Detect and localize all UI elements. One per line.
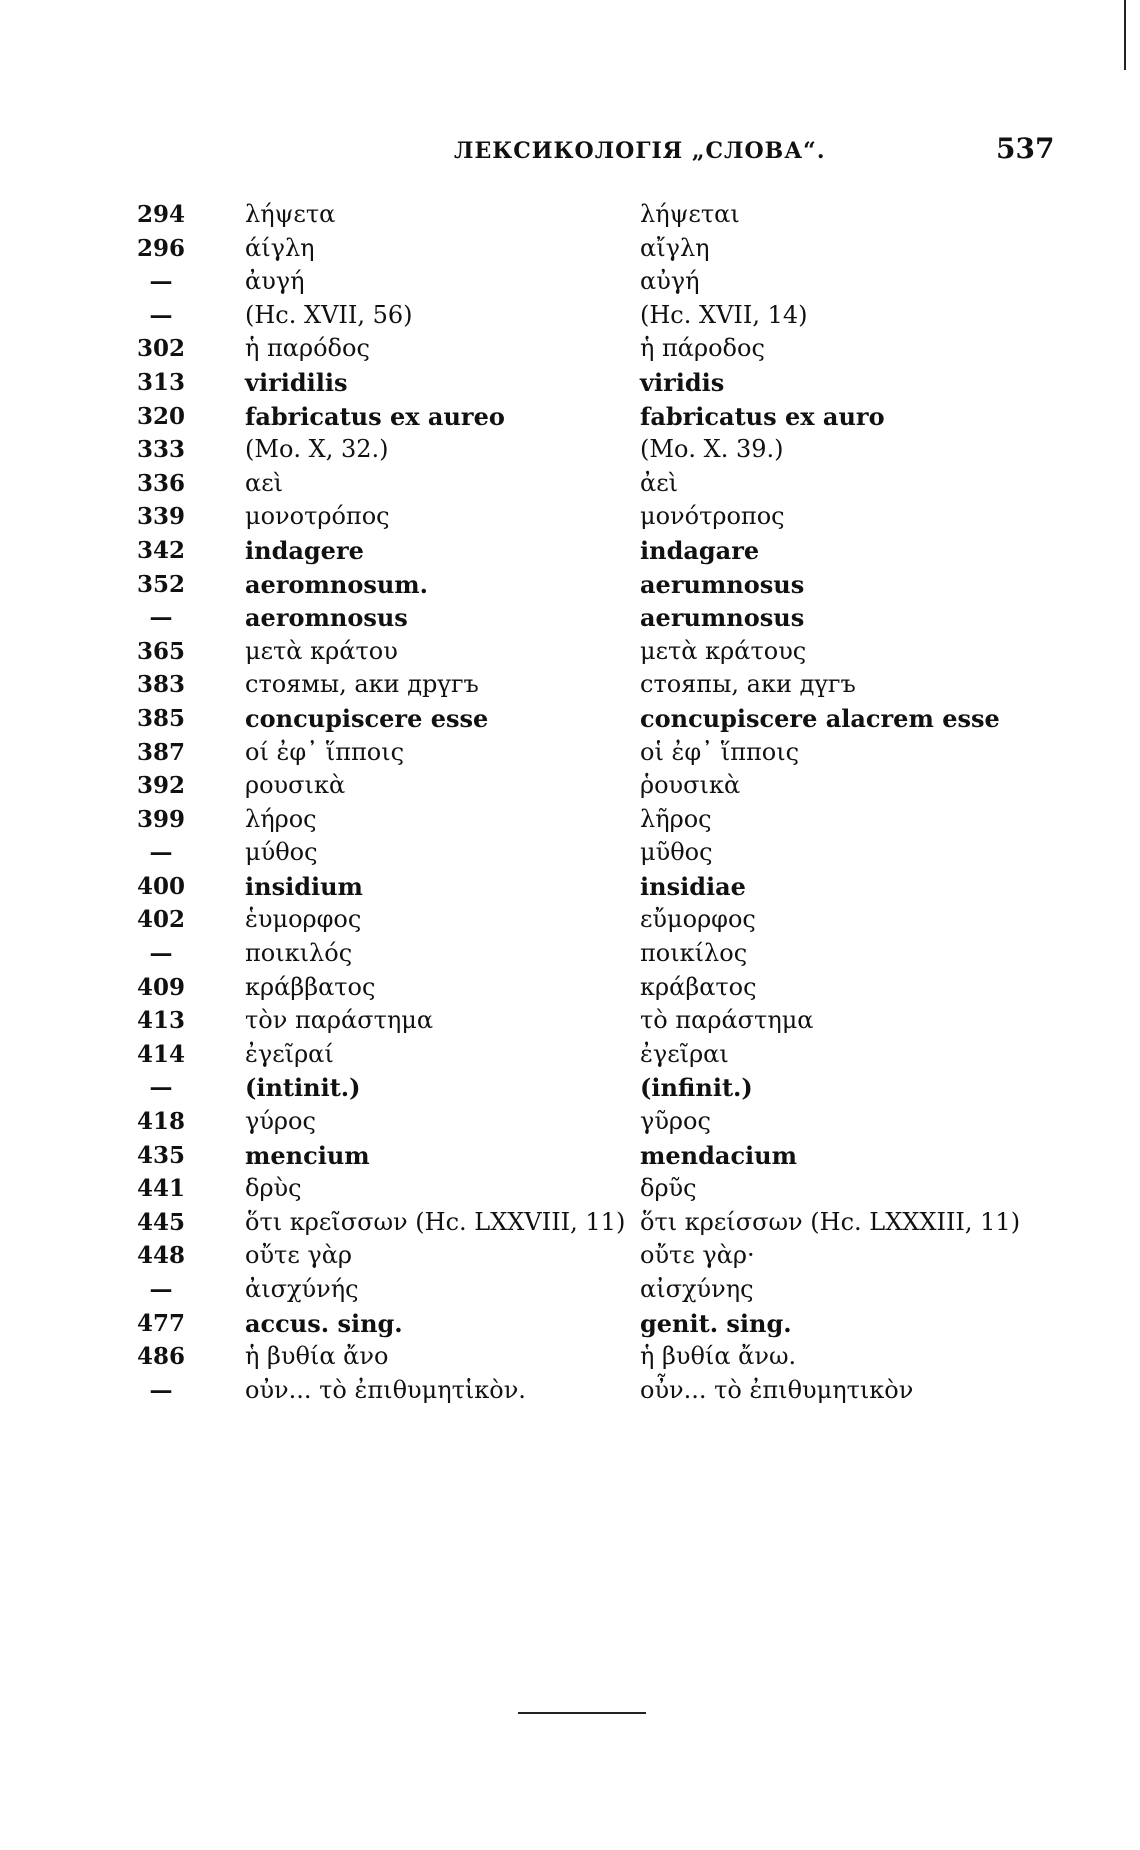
- corrected-reading: стояпы, аки дүгъ: [640, 670, 856, 699]
- page-ref: 392: [136, 772, 185, 800]
- printed-reading: accus. sing.: [245, 1308, 403, 1338]
- corrected-reading: ἀεὶ: [640, 468, 679, 497]
- page-ref: 333: [136, 436, 185, 464]
- corrected-reading: ποικίλος: [640, 939, 748, 968]
- errata-row: [0, 1206, 1140, 1240]
- page-ref: —: [149, 1074, 173, 1102]
- page-ref: 383: [136, 671, 185, 699]
- errata-row: [0, 299, 1140, 333]
- printed-reading: aeromnosum.: [245, 569, 429, 599]
- corrected-reading: indagare: [640, 535, 760, 565]
- printed-reading: οί ἐφ᾽ ἵπποις: [245, 737, 405, 766]
- errata-row: [0, 803, 1140, 837]
- printed-reading: μετὰ κράτου: [245, 636, 398, 665]
- printed-reading: τὸν παράστημα: [245, 1006, 434, 1035]
- page-ref: 400: [136, 872, 185, 900]
- corrected-reading: viridis: [640, 367, 725, 397]
- corrected-reading: γῦρος: [640, 1107, 711, 1136]
- printed-reading: γύρος: [245, 1107, 316, 1136]
- page-ref: —: [149, 1276, 173, 1303]
- errata-row: [0, 870, 1140, 904]
- errata-row: [0, 601, 1140, 635]
- page-ref: 414: [136, 1040, 185, 1068]
- page-ref: 413: [136, 1007, 185, 1035]
- page-ref: —: [149, 839, 173, 867]
- errata-row: [0, 736, 1140, 770]
- corrected-reading: ἐγεῖραι: [640, 1039, 729, 1068]
- printed-reading: indagere: [245, 535, 364, 565]
- corrected-reading: aerumnosus: [640, 603, 805, 633]
- printed-reading: ρουσικὰ: [245, 771, 346, 800]
- errata-row: [0, 1172, 1140, 1206]
- page-ref: 486: [136, 1343, 185, 1371]
- corrected-reading: μῦθος: [640, 838, 713, 867]
- corrected-reading: ἡ πάροδος: [640, 334, 765, 363]
- page-ref: 441: [136, 1175, 185, 1203]
- errata-row: [0, 1374, 1140, 1408]
- errata-row: [0, 937, 1140, 971]
- printed-reading: οὔτε γὰρ: [245, 1241, 353, 1270]
- page-ref: 448: [136, 1242, 185, 1270]
- running-head: ЛЕКСИКОЛОГІЯ „СЛОВА“.: [454, 138, 826, 164]
- corrected-reading: μετὰ κράτους: [640, 636, 807, 665]
- page-ref: 302: [136, 335, 185, 363]
- printed-reading: (Мо. X, 32.): [245, 435, 389, 464]
- page-ref: —: [149, 301, 173, 329]
- scan-edge-line: [1124, 0, 1126, 70]
- errata-row: [0, 366, 1140, 400]
- corrected-reading: (infinit.): [640, 1073, 753, 1103]
- corrected-reading: (Нс. XVII, 14): [640, 300, 808, 329]
- page-ref: 352: [136, 570, 185, 598]
- printed-reading: δρὺς: [245, 1174, 302, 1203]
- printed-reading: άίγλη: [245, 233, 315, 262]
- errata-row: [0, 769, 1140, 803]
- page-ref: 387: [136, 738, 185, 766]
- errata-row: [0, 332, 1140, 366]
- corrected-reading: insidiae: [640, 871, 746, 901]
- errata-row: [0, 1038, 1140, 1072]
- corrected-reading: δρῦς: [640, 1174, 697, 1203]
- printed-reading: fabricatus ex aureo: [245, 401, 505, 431]
- corrected-reading: ἡ βυθία ἄνω.: [640, 1342, 797, 1371]
- corrected-reading: λῆρος: [640, 804, 712, 833]
- corrected-reading: τὸ παράστημα: [640, 1006, 814, 1035]
- printed-reading: concupiscere esse: [245, 703, 489, 733]
- errata-row: [0, 467, 1140, 501]
- printed-reading: οὐν... τὸ ἐπιθυμητἱκὸν.: [245, 1375, 526, 1404]
- errata-row: [0, 1071, 1140, 1105]
- page-ref: 402: [136, 906, 185, 934]
- printed-reading: λήψετα: [245, 200, 336, 228]
- printed-reading: ἑυμορφος: [245, 905, 362, 934]
- page-ref: 365: [136, 637, 185, 665]
- corrected-reading: mendacium: [640, 1140, 798, 1170]
- errata-row: [0, 1139, 1140, 1173]
- corrected-reading: genit. sing.: [640, 1308, 792, 1338]
- errata-table: [0, 198, 1140, 1407]
- corrected-reading: αὐγή: [640, 267, 700, 296]
- errata-row: [0, 702, 1140, 736]
- corrected-reading: fabricatus ex auro: [640, 401, 885, 431]
- errata-row: [0, 1239, 1140, 1273]
- corrected-reading: ῥουσικὰ: [640, 771, 741, 800]
- errata-row: [0, 635, 1140, 669]
- printed-reading: κράββατος: [245, 972, 376, 1001]
- corrected-reading: ὅτι κρείσσων (Нс. LXXXIII, 11): [640, 1207, 1021, 1236]
- errata-row: [0, 568, 1140, 602]
- page-ref: 336: [136, 469, 185, 497]
- printed-reading: αεὶ: [245, 468, 284, 497]
- page-ref: —: [149, 1376, 173, 1404]
- corrected-reading: εὔμορφος: [640, 905, 756, 934]
- corrected-reading: οὖν... τὸ ἐπιθυμητικὸν: [640, 1375, 914, 1404]
- printed-reading: ἀισχύνής: [245, 1275, 359, 1303]
- printed-reading: ἡ βυθία ἄνο: [245, 1342, 389, 1371]
- errata-row: [0, 1307, 1140, 1341]
- errata-row: [0, 265, 1140, 299]
- corrected-reading: aerumnosus: [640, 569, 805, 599]
- page-header: [0, 132, 1140, 172]
- printed-reading: (Нс. XVII, 56): [245, 300, 413, 329]
- page-ref: —: [149, 268, 173, 296]
- errata-row: [0, 534, 1140, 568]
- page-ref: 477: [136, 1309, 185, 1337]
- printed-reading: ἀυγή: [245, 267, 305, 296]
- errata-row: [0, 668, 1140, 702]
- page-ref: 313: [136, 368, 185, 396]
- errata-row: [0, 903, 1140, 937]
- printed-reading: стоямы, аки дрүгъ: [245, 670, 479, 699]
- printed-reading: μύθος: [245, 838, 318, 867]
- printed-reading: aeromnosus: [245, 603, 408, 633]
- errata-row: [0, 500, 1140, 534]
- errata-row: [0, 433, 1140, 467]
- printed-reading: mencium: [245, 1140, 370, 1170]
- printed-reading: ποικιλός: [245, 939, 353, 968]
- errata-row: [0, 1273, 1140, 1307]
- page-ref: 320: [136, 402, 185, 430]
- page-ref: 342: [136, 536, 185, 564]
- errata-row: [0, 1340, 1140, 1374]
- errata-row: [0, 1004, 1140, 1038]
- errata-row: [0, 836, 1140, 870]
- page-ref: 418: [136, 1108, 185, 1136]
- printed-reading: ἡ παρόδος: [245, 334, 370, 363]
- corrected-reading: μονότροπος: [640, 502, 785, 531]
- page-ref: —: [149, 940, 173, 968]
- printed-reading: insidium: [245, 871, 363, 901]
- corrected-reading: οὔτε γὰρ·: [640, 1241, 755, 1270]
- footer-rule: [518, 1712, 646, 1714]
- errata-row: [0, 232, 1140, 266]
- errata-row: [0, 1105, 1140, 1139]
- printed-reading: viridilis: [245, 367, 348, 397]
- printed-reading: λήρος: [245, 804, 317, 833]
- corrected-reading: λήψεται: [640, 200, 740, 228]
- page-number: 537: [996, 132, 1055, 165]
- errata-row: [0, 971, 1140, 1005]
- corrected-reading: αἰσχύνης: [640, 1275, 754, 1303]
- printed-reading: ἐγεῖραί: [245, 1039, 334, 1068]
- corrected-reading: concupiscere alacrem esse: [640, 703, 1000, 733]
- page-ref: 296: [136, 234, 185, 262]
- errata-row: [0, 400, 1140, 434]
- printed-reading: (intinit.): [245, 1073, 361, 1103]
- printed-reading: ὅτι κρεῖσσων (Нс. LXXVIII, 11): [245, 1207, 626, 1236]
- page-ref: 294: [136, 201, 185, 228]
- page-ref: 385: [136, 704, 185, 732]
- page-ref: 435: [136, 1141, 185, 1169]
- page-ref: 399: [136, 805, 185, 833]
- corrected-reading: (Мо. X. 39.): [640, 435, 784, 464]
- corrected-reading: κράβατος: [640, 972, 757, 1001]
- page-ref: 339: [136, 503, 185, 531]
- errata-row: [0, 198, 1140, 232]
- page-ref: 445: [136, 1208, 185, 1236]
- page-ref: 409: [136, 973, 185, 1001]
- corrected-reading: αἴγλη: [640, 233, 710, 262]
- page-ref: —: [149, 604, 173, 632]
- corrected-reading: οἱ ἐφ᾽ ἵπποις: [640, 737, 800, 766]
- printed-reading: μονοτρόπος: [245, 502, 390, 531]
